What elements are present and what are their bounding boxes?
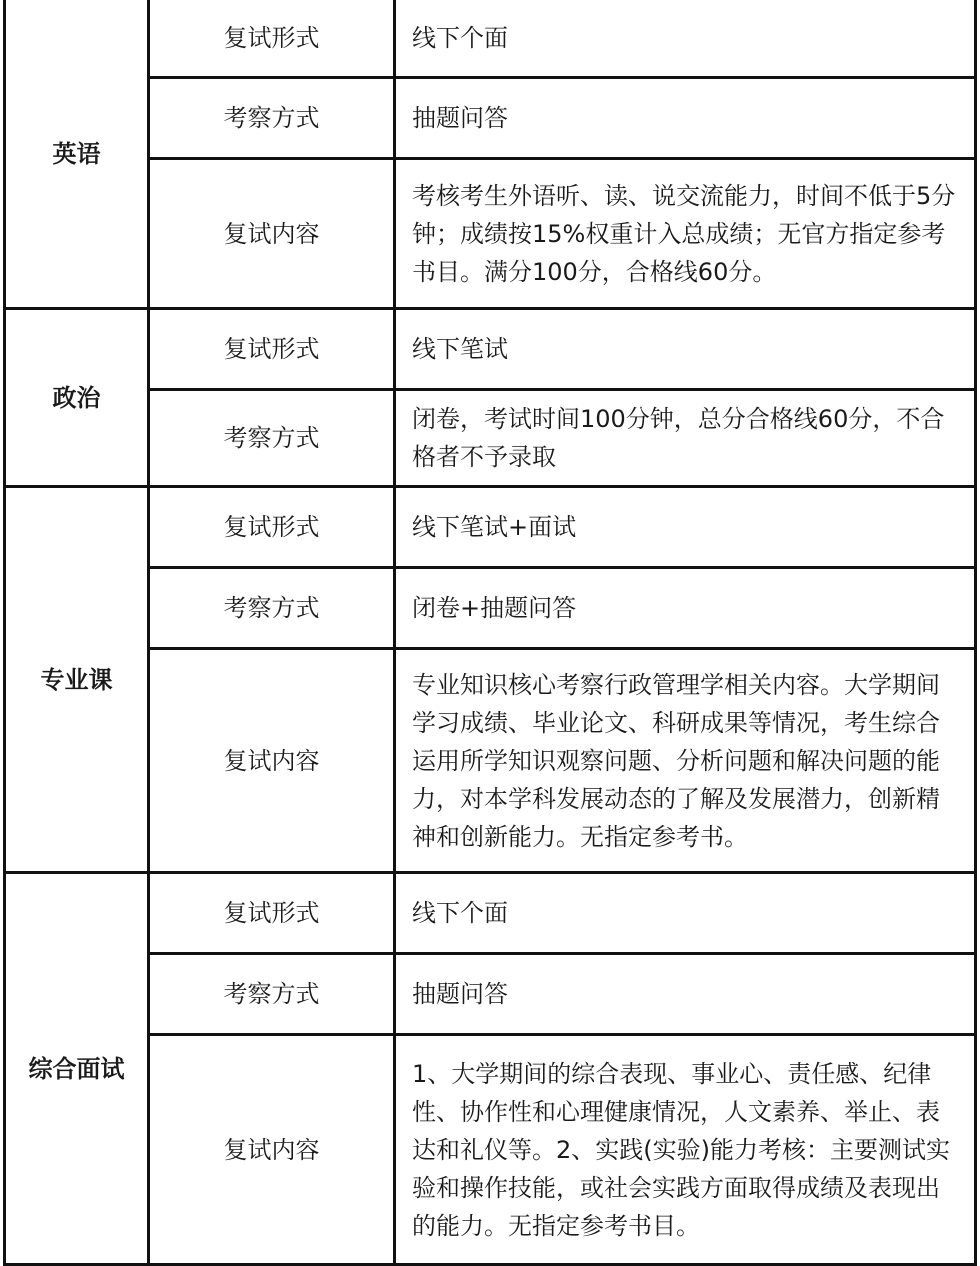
item-content: 专业知识核心考察行政管理学相关内容。大学期间学习成绩、毕业论文、科研成果等情况，考生综合运用所学知识观察问题、分析问题和解决问题的能力，对本学科发展动态的了解及发展潜力，创新精神和创新能力。无指定参考书。 [395, 649, 976, 873]
item-label: 考察方式 [149, 568, 395, 649]
item-label: 复试内容 [149, 1035, 395, 1265]
table-row [5, 78, 976, 159]
item-content: 线下笔试 [395, 309, 976, 390]
item-label: 考察方式 [149, 954, 395, 1035]
subject-cell-interview: 综合面试 [5, 873, 149, 1265]
item-label: 考察方式 [149, 390, 395, 487]
table-row [5, 568, 976, 649]
item-content: 闭卷+抽题问答 [395, 568, 976, 649]
item-content: 线下个面 [395, 873, 976, 954]
item-content: 抽题问答 [395, 954, 976, 1035]
table-row [5, 1035, 976, 1265]
item-content: 1、大学期间的综合表现、事业心、责任感、纪律性、协作性和心理健康情况，人文素养、举止、表达和礼仪等。2、实践(实验)能力考核：主要测试实验和操作技能，或社会实践方面取得成绩及表现出的能力。无指定参考书目。 [395, 1035, 976, 1265]
table-row [5, 649, 976, 873]
item-label: 复试内容 [149, 159, 395, 309]
item-label: 复试内容 [149, 649, 395, 873]
table-row [5, 390, 976, 487]
exam-requirements-table [3, 0, 977, 1266]
table-row [5, 954, 976, 1035]
table-row [5, 873, 976, 954]
item-label: 复试形式 [149, 309, 395, 390]
subject-cell-professional: 专业课 [5, 487, 149, 873]
item-label: 复试形式 [149, 873, 395, 954]
item-content: 闭卷，考试时间100分钟，总分合格线60分，不合格者不予录取 [395, 390, 976, 487]
item-content: 抽题问答 [395, 78, 976, 159]
subject-cell-english: 英语 [5, 0, 149, 309]
item-label: 复试形式 [149, 0, 395, 78]
item-content: 考核考生外语听、读、说交流能力，时间不低于5分钟；成绩按15%权重计入总成绩；无官方指定参考书目。满分100分，合格线60分。 [395, 159, 976, 309]
table-row [5, 159, 976, 309]
item-label: 考察方式 [149, 78, 395, 159]
subject-cell-politics: 政治 [5, 309, 149, 487]
table-row [5, 487, 976, 568]
table-row [5, 0, 976, 78]
item-label: 复试形式 [149, 487, 395, 568]
table-row [5, 309, 976, 390]
item-content: 线下笔试+面试 [395, 487, 976, 568]
item-content: 线下个面 [395, 0, 976, 78]
